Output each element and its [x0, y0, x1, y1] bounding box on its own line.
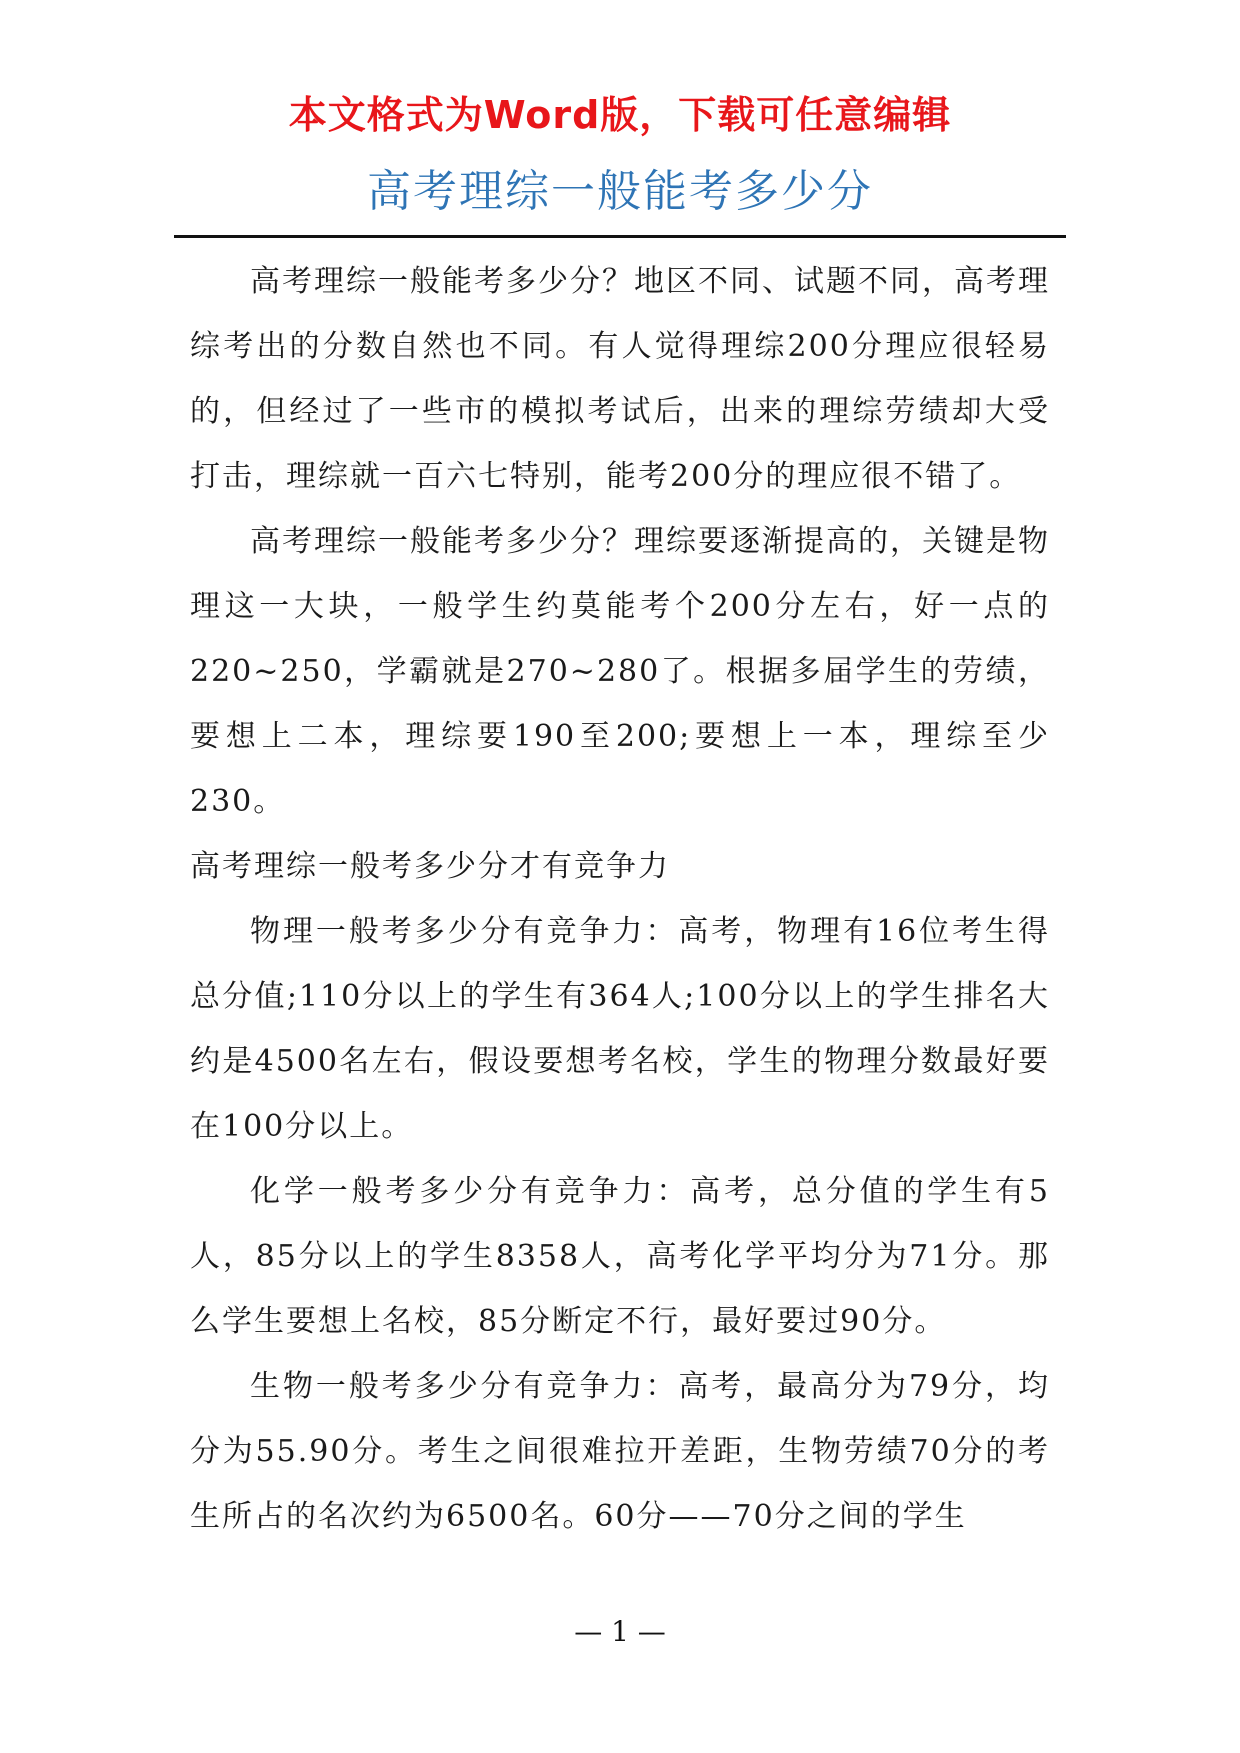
paragraph-intro: 高考理综一般能考多少分？地区不同、试题不同，高考理综考出的分数自然也不同。有人觉得理综200分理应很轻易的，但经过了一些市的模拟考试后，出来的理综劳绩却大受打击，理综就一百六七特别，能考200分的理应很不错了。: [190, 264, 1050, 494]
section-heading: 高考理综一般考多少分才有竞争力: [190, 849, 670, 884]
paragraph-score-levels: 高考理综一般能考多少分？理综要逐渐提高的，关键是物理这一大块，一般学生约莫能考个200分左右，好一点的220~250，学霸就是270~280了。根据多届学生的劳绩，要想上二本，理综要190至200;要想上一本，理综至少230。: [190, 524, 1050, 819]
document-title: 高考理综一般能考多少分: [367, 166, 873, 217]
paragraph-biology: 生物一般考多少分有竞争力：高考，最高分为79分，均分为55.90分。考生之间很难拉开差距，生物劳绩70分的考生所占的名次约为6500名。60分——70分之间的学生: [190, 1369, 1050, 1534]
paragraph-chemistry: 化学一般考多少分有竞争力：高考，总分值的学生有5人，85分以上的学生8358人，高考化学平均分为71分。那么学生要想上名校，85分断定不行，最好要过90分。: [190, 1174, 1050, 1339]
document-body: [190, 249, 1050, 1549]
paragraph-physics: 物理一般考多少分有竞争力：高考，物理有16位考生得总分值;110分以上的学生有364人;100分以上的学生排名大约是4500名左右，假设要想考名校，学生的物理分数最好要在100分以上。: [190, 914, 1050, 1144]
page-number: — 1 —: [574, 1615, 666, 1648]
word-format-banner: 本文格式为Word版，下载可任意编辑: [288, 93, 952, 137]
title-divider: [174, 235, 1066, 238]
